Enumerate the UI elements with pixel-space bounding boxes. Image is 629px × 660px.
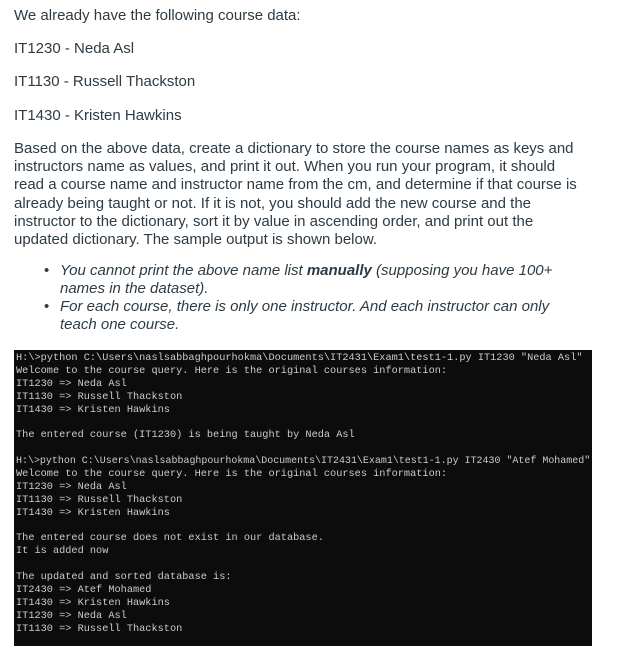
note-line: teach one course.: [60, 316, 180, 333]
console-line: H:\>python C:\Users\naslsabbaghpourhokma\Documents\IT2431\Exam1\test1-1.py IT2430 "Atef Mohamed": [16, 455, 591, 468]
console-line: The entered course (IT1230) is being taught by Neda Asl: [16, 429, 355, 442]
note-line: [60, 262, 614, 280]
bullet-icon: •: [44, 298, 50, 315]
console-line: The updated and sorted database is:: [16, 571, 232, 584]
course-line-1: IT1230 - Neda Asl: [14, 40, 135, 57]
console-line: IT1230 => Neda Asl: [16, 480, 127, 493]
instructions-line: updated dictionary. The sample output is shown below.: [14, 231, 378, 249]
console-line: [16, 558, 590, 571]
instructions-line: already being taught or not. If it is not, you should add the new course and the: [14, 194, 532, 212]
console-line: [16, 416, 590, 429]
console-output-image: [14, 350, 592, 646]
console-line: IT1230 => Neda Asl: [16, 377, 127, 390]
instructions-line: read a course name and instructor name from the cm, and determine if that course is: [14, 176, 577, 194]
course-line-2: IT1130 - Russell Thackston: [14, 73, 196, 90]
console-line: Welcome to the course query. Here is the original courses information:: [16, 364, 448, 377]
console-line: Welcome to the course query. Here is the original courses information:: [16, 468, 448, 481]
instructions-line: instructors name as values, and print it out. When you run your program, it should: [14, 158, 556, 176]
console-line: IT1430 => Kristen Hawkins: [16, 506, 170, 519]
console-line: [16, 520, 590, 533]
note-item: [14, 262, 614, 298]
note-text: (supposing you have 100+: [371, 262, 553, 279]
console-line: IT1230 => Neda Asl: [16, 609, 127, 622]
instructions-paragraph: [14, 140, 614, 249]
instructions-line: instructor to the dictionary, sort it by value in ascending order, and print out the: [14, 212, 534, 230]
console-line: IT1130 => Russell Thackston: [16, 493, 183, 506]
console-line: IT1430 => Kristen Hawkins: [16, 596, 170, 609]
console-line: [16, 442, 590, 455]
intro-text: We already have the following course data:: [14, 7, 301, 24]
note-emphasis: manually: [306, 262, 372, 279]
console-line: IT1130 => Russell Thackston: [16, 622, 183, 635]
instructions-line: Based on the above data, create a dictionary to store the course names as keys and: [14, 140, 574, 157]
console-line: H:\>python C:\Users\naslsabbaghpourhokma\Documents\IT2431\Exam1\test1-1.py IT1230 "Neda Asl": [16, 352, 583, 364]
note-item: [14, 298, 614, 334]
console-line: IT2430 => Atef Mohamed: [16, 584, 152, 597]
note-line: For each course, there is only one instructor. And each instructor can only: [60, 298, 550, 315]
notes-list: [14, 262, 614, 334]
course-line-3: IT1430 - Kristen Hawkins: [14, 107, 182, 124]
console-line: It is added now: [16, 545, 109, 558]
bullet-icon: •: [44, 262, 50, 279]
note-text: You cannot print the above name list: [60, 262, 307, 279]
console-line: IT1130 => Russell Thackston: [16, 390, 183, 403]
console-line: The entered course does not exist in our database.: [16, 532, 324, 545]
note-line: names in the dataset).: [60, 280, 209, 297]
console-line: IT1430 => Kristen Hawkins: [16, 403, 170, 416]
